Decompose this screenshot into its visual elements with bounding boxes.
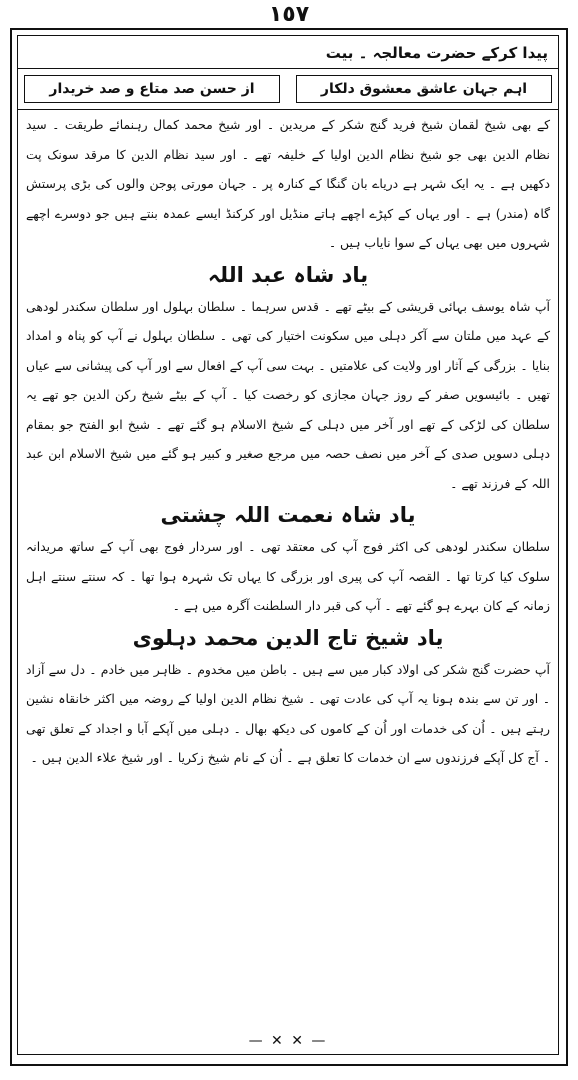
- section-title-tajuddin: یاد شیخ تاج الدین محمد دہلوی: [132, 625, 444, 650]
- section-title-abdullah: یاد شاہ عبد اللہ: [207, 262, 369, 287]
- couplet-second-hemistich: از حسن صد متاع و صد خریدار: [24, 75, 280, 103]
- footer-ornament: — ✕ ✕ —: [248, 1033, 328, 1049]
- section-text-abdullah: آپ شاہ یوسف بہائی قریشی کے بیٹے تھے ۔ قدس سرہما ۔ سلطان بہلول اور سلطان سکندر لودھی کے عہد میں ملتان سے آکر دہلی میں سکونت اختیار کی تھی ۔ سلطان بہلول نے آپ کو پناہ و امداد بنایا ۔ بزرگی کے آثار اور ولایت کی علامتیں ۔ بہت سی آپ کے افعال سے اور آپ کی پیشانی سے عیاں تھیں ۔ بائیسویں صفر کے روز جہان مجازی کو رخصت کیا ۔ آپ کے بیٹے شیخ رکن الدین جو تھے یہ سلطان کی لڑکی کے تھے اور آخر میں دہلی کے شیخ الاسلام ہو گئے تھے ۔ شیخ ابو الفتح جو بمقام دہلی دسویں صدی کے آخر میں نصف حصہ میں مرجع صغیر و کبیر ہو گئے میں شیخ الاسلام ابن عبد اللہ کے فرزند تھے ۔: [26, 298, 550, 491]
- couplet-row: [24, 69, 552, 109]
- page-number: ١٥٧: [268, 2, 310, 27]
- section-text-nimatullah: سلطان سکندر لودھی کی اکثر فوج آپ کی معتقد تھی ۔ اور سردار فوج بھی آپ کے ساتھ مریدانہ سلوک کیا کرتا تھا ۔ القصہ آپ کی پیری اور بزرگی کا یہاں تک شہرہ ہوا تھا ۔ کہ سنتے سنتے اہل زمانہ کے کان بہرے ہو گئے تھے ۔ آپ کی قبر دار السلطنت آگرہ میں ہے ۔: [26, 539, 550, 613]
- section-text-tajuddin: آپ حضرت گنج شکر کی اولاد کبار میں سے ہیں ۔ باطن میں مخدوم ۔ ظاہر میں خادم ۔ دل سے آزاد ۔ اور تن سے بندہ ہونا یہ آپ کی عادت تھی ۔ شیخ نظام الدین اولیا کے روضہ میں اکثر خانقاہ نشین رہتے ہیں ۔ اُن کی خدمات اور اُن کے کاموں کی دیکھ بھال ۔ دہلی میں آپکے آبا و اجداد کے تعلق تھی ۔ آج کل آپکے فرزندوں سے ان خدمات کا تعلق ہے ۔ اُن کے نام شیخ زکریا ۔ اور شیخ علاء الدین ہیں ۔: [26, 661, 550, 765]
- page-border-inner: [17, 35, 559, 1055]
- page-content: [24, 36, 552, 1054]
- page-heading: پیدا کرکے حضرت معالجہ ۔ بیت: [18, 36, 558, 69]
- intro-paragraph: کے بھی شیخ لقمان شیخ فرید گنج شکر کے مریدین ۔ اور شیخ محمد کمال رہنمائے طریقت ۔ سید نظام الدین بھی جو شیخ نظام الدین اولیا کے خلیفہ تھے ۔ اور سید نظام الدین کا مرقد سونک پت دکھیں ہے ۔ یہ ایک شہر ہے دریاے بان گنگا کے کنارہ پر ۔ جہان مورتی پوجن والوں کی بڑی پرستش گاہ (مندر) ہے ۔ اور یہاں کے کپڑے اچھے ہاتے منڈیل اور کرکنڈ ایسے عمدہ بنتے ہیں جو دوسرے اچھے شہروں میں بھی یہاں کے سوا نایاب ہیں ۔: [26, 117, 550, 250]
- couplet-first-hemistich: اہم جہان عاشق معشوق دلکار: [296, 75, 552, 103]
- section-title-nimatullah: یاد شاہ نعمت اللہ چشتی: [160, 503, 416, 527]
